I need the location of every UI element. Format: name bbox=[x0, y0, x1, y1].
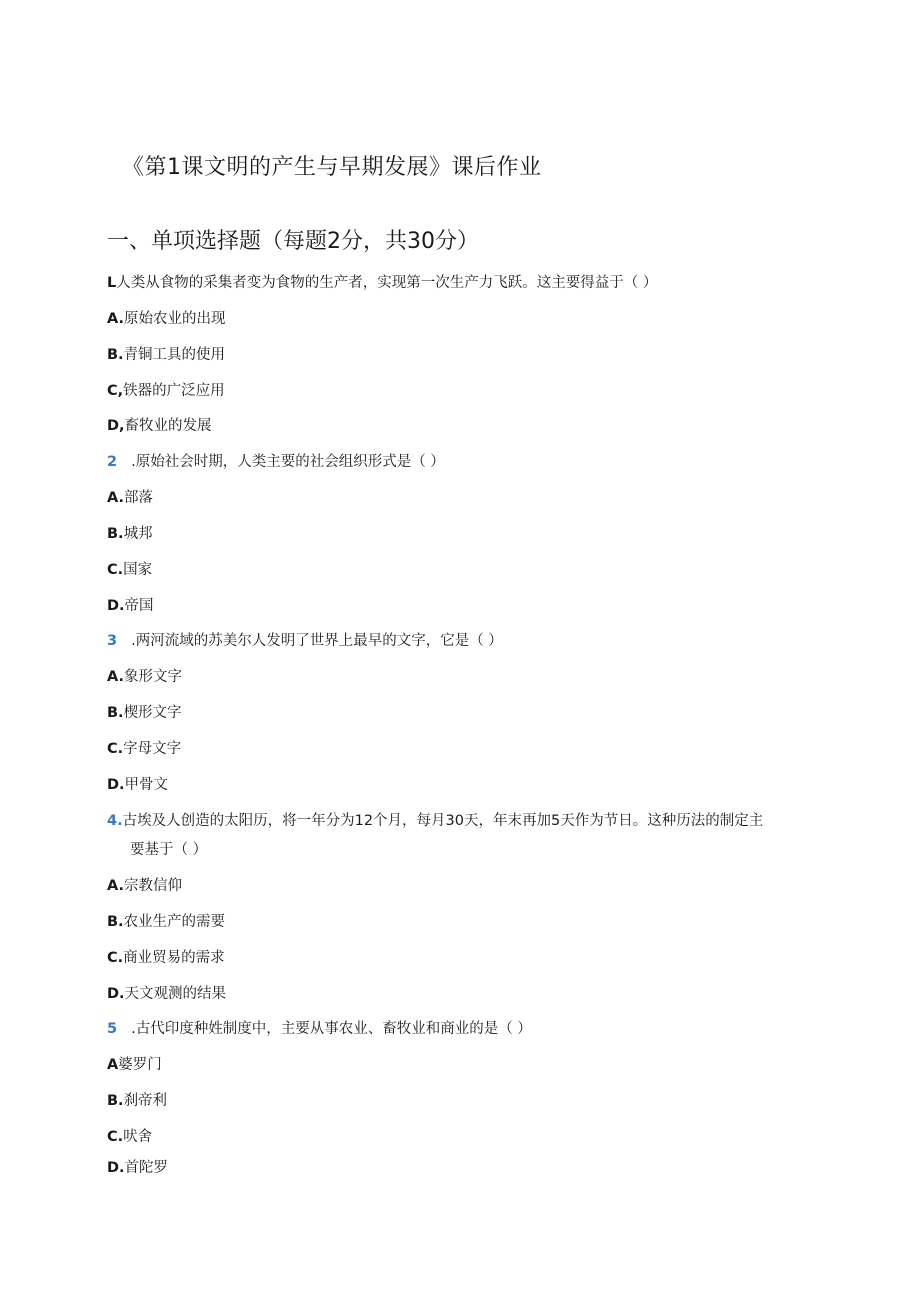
option-label: B. bbox=[107, 705, 124, 721]
question-3-stem bbox=[107, 631, 503, 651]
option-label: A. bbox=[107, 490, 124, 506]
option-text: 天文观测的结果 bbox=[124, 986, 227, 1002]
option-row bbox=[107, 667, 182, 687]
option-label: C. bbox=[107, 950, 124, 966]
option-text: 帝国 bbox=[124, 598, 154, 614]
question-number: 3 bbox=[107, 633, 118, 649]
question-number: 2 bbox=[107, 454, 118, 470]
option-text: 国家 bbox=[123, 562, 153, 578]
option-row bbox=[107, 703, 182, 723]
option-text: 农业生产的需要 bbox=[123, 914, 226, 930]
option-row bbox=[107, 488, 153, 508]
option-text: 青铜工具的使用 bbox=[123, 347, 226, 363]
option-text: 刹帝利 bbox=[123, 1093, 168, 1109]
option-text: 畜牧业的发展 bbox=[124, 418, 212, 434]
question-number: 4. bbox=[107, 813, 123, 829]
option-label: C. bbox=[107, 1129, 124, 1145]
option-label: D, bbox=[107, 418, 125, 434]
option-row bbox=[107, 984, 226, 1004]
option-text: 原始农业的出现 bbox=[124, 311, 226, 327]
option-row bbox=[107, 775, 168, 795]
option-text: 铁器的广泛应用 bbox=[123, 383, 225, 399]
option-row bbox=[107, 416, 212, 436]
option-label: B. bbox=[107, 526, 124, 542]
option-row bbox=[107, 876, 182, 896]
option-label: A. bbox=[107, 669, 124, 685]
option-row bbox=[107, 1158, 168, 1178]
question-number: 5 bbox=[107, 1021, 118, 1037]
question-number: L bbox=[107, 275, 117, 291]
option-text: 商业贸易的需求 bbox=[123, 950, 225, 966]
option-text: 首陀罗 bbox=[124, 1160, 169, 1176]
question-5-stem bbox=[107, 1019, 532, 1039]
option-text: 象形文字 bbox=[124, 669, 182, 685]
option-text: 部落 bbox=[124, 490, 153, 506]
question-text: .古代印度种姓制度中，主要从事农业、畜牧业和商业的是（ ） bbox=[131, 1021, 532, 1037]
option-text: 婆罗门 bbox=[118, 1057, 162, 1073]
question-text: .原始社会时期，人类主要的社会组织形式是（ ） bbox=[131, 454, 445, 470]
question-text: 古埃及人创造的太阳历，将一年分为12个月，每月30天，年末再加5天作为节日。这种历法的制定主 bbox=[122, 813, 764, 829]
option-label: D. bbox=[107, 777, 125, 793]
option-text: 吠舍 bbox=[123, 1129, 153, 1145]
option-text: 字母文字 bbox=[123, 741, 182, 757]
option-label: C, bbox=[107, 383, 124, 399]
option-text: 楔形文字 bbox=[123, 705, 182, 721]
option-row bbox=[107, 1091, 167, 1111]
option-row bbox=[107, 912, 225, 932]
option-row bbox=[107, 309, 226, 329]
question-text: 人类从食物的采集者变为食物的生产者，实现第一次生产力飞跃。这主要得益于（ ） bbox=[116, 275, 658, 291]
question-1-stem bbox=[107, 273, 657, 293]
option-label: A. bbox=[107, 878, 124, 894]
document-title: 《第1课文明的产生与早期发展》课后作业 bbox=[122, 155, 542, 180]
option-label: D. bbox=[107, 1160, 125, 1176]
option-row bbox=[107, 381, 225, 401]
option-label: D. bbox=[107, 986, 125, 1002]
option-row bbox=[107, 1127, 152, 1147]
option-row bbox=[107, 524, 153, 544]
option-row bbox=[107, 948, 225, 968]
question-text: .两河流域的苏美尔人发明了世界上最早的文字，它是（ ） bbox=[131, 633, 503, 649]
option-row bbox=[107, 345, 225, 365]
option-label: B. bbox=[107, 914, 124, 930]
option-row bbox=[107, 739, 181, 759]
question-4-stem bbox=[107, 811, 763, 831]
section-heading: 一、单项选择题（每题2分，共30分） bbox=[107, 229, 479, 254]
option-label: C. bbox=[107, 562, 124, 578]
option-label: D. bbox=[107, 598, 125, 614]
question-2-stem bbox=[107, 452, 445, 472]
option-row bbox=[107, 1055, 162, 1075]
option-label: B. bbox=[107, 1093, 124, 1109]
option-text: 宗教信仰 bbox=[124, 878, 182, 894]
option-label: B. bbox=[107, 347, 124, 363]
option-label: C. bbox=[107, 741, 124, 757]
question-4-stem-continued: 要基于（ ） bbox=[130, 842, 208, 858]
option-label: A bbox=[107, 1057, 119, 1073]
option-text: 城邦 bbox=[123, 526, 153, 542]
option-row bbox=[107, 560, 152, 580]
option-text: 甲骨文 bbox=[124, 777, 169, 793]
option-label: A. bbox=[107, 311, 124, 327]
option-row bbox=[107, 596, 154, 616]
